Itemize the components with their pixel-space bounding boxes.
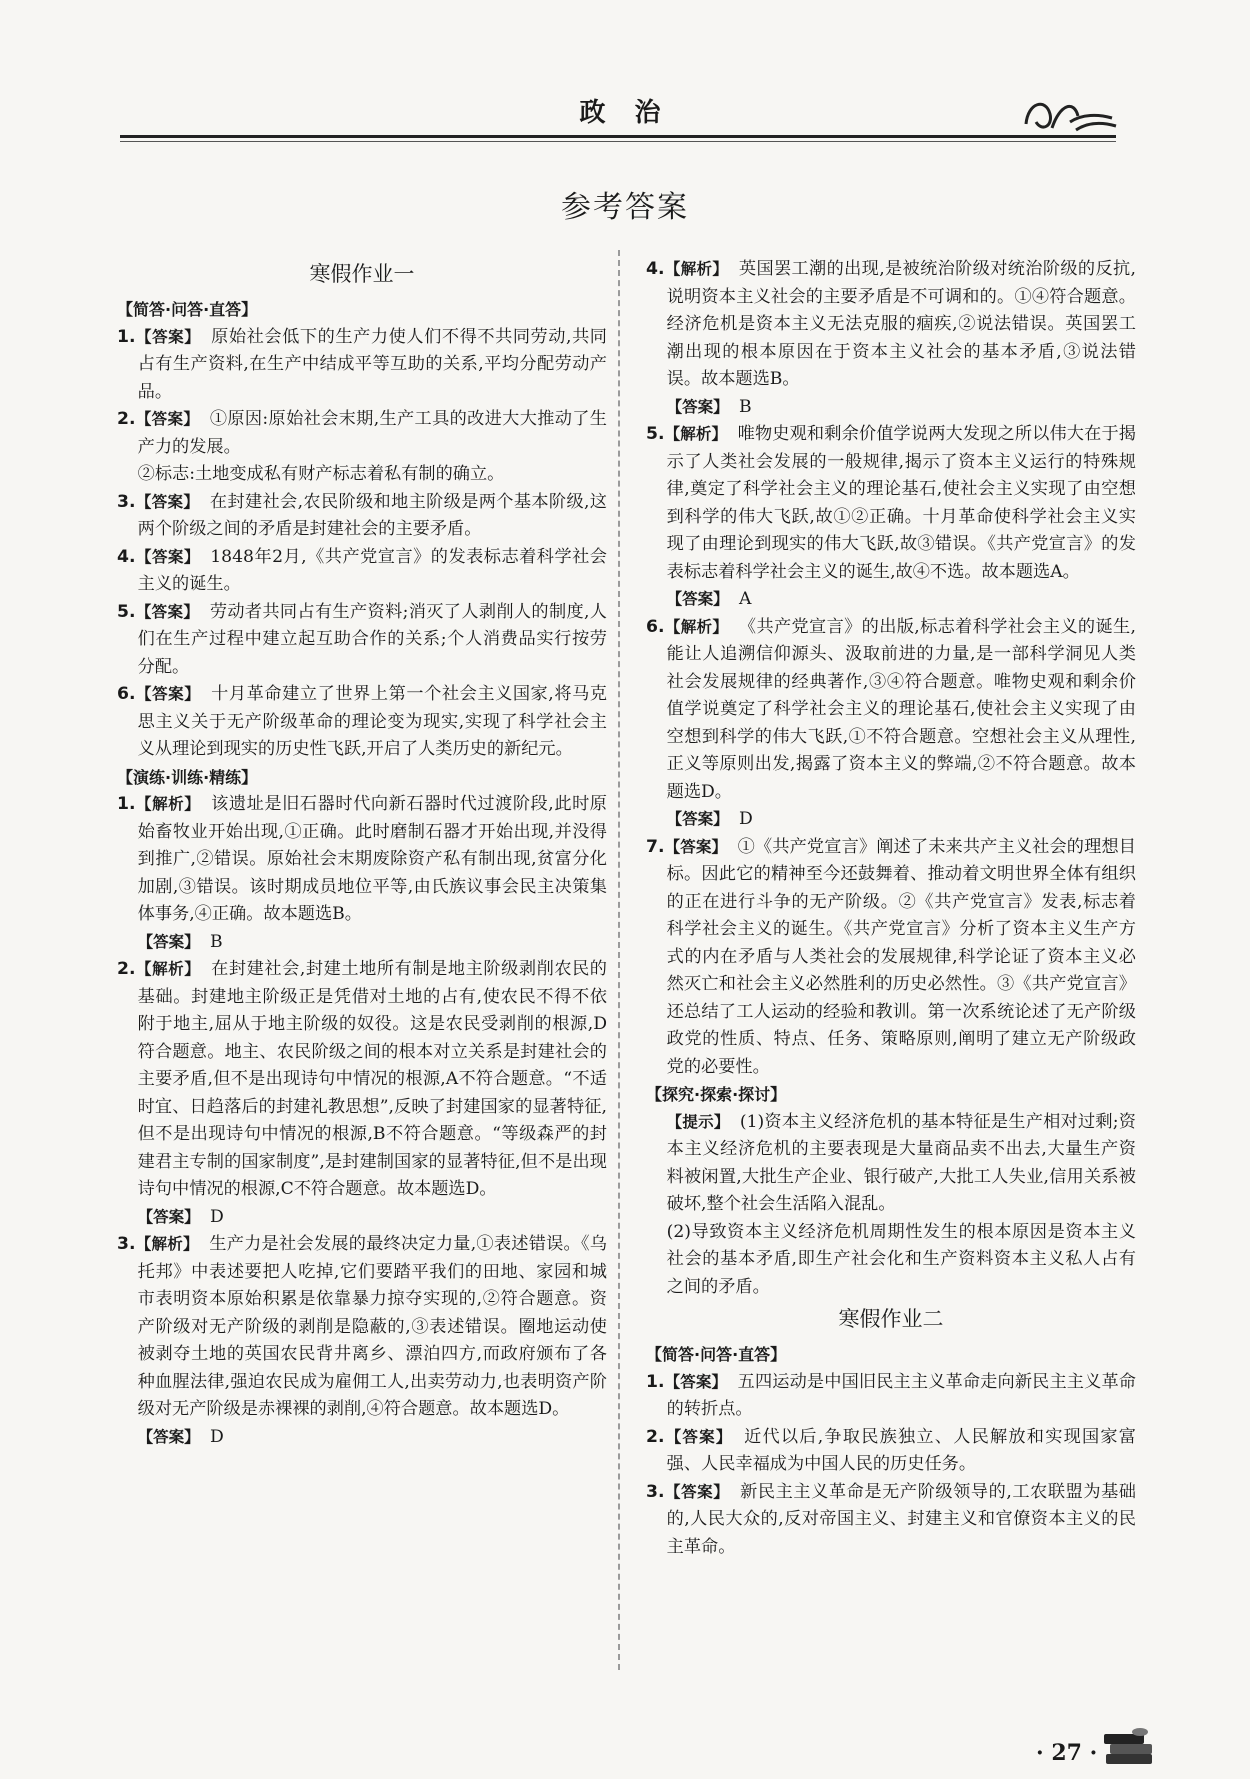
answer-paragraph: [646, 586, 1136, 614]
item-number: 1.: [117, 794, 136, 814]
answer-item: [117, 1231, 607, 1424]
item-number: 1.: [646, 1371, 665, 1392]
item-number: 2.: [117, 409, 136, 429]
item-text: ②标志:土地变成私有财产标志着私有制的确立。: [137, 464, 505, 484]
item-tag: 【解析】: [664, 425, 728, 443]
subsection-title: 【简答·问答·直答】: [646, 1345, 787, 1364]
item-text: 五四运动是中国旧民主主义革命走向新民主主义革命的转折点。: [666, 1371, 1136, 1419]
section-title: 寒假作业二: [838, 1307, 944, 1331]
item-number: 4.: [117, 546, 136, 567]
item-text: 英国罢工潮的出现,是被统治阶级对统治阶级的反抗,说明资本主义社会的主要矛盾是不可调和的。①④符合题意。经济危机是资本主义无法克服的痼疾,②说法错误。英国罢工潮出现的根本原因在于资本主义社会的基本矛盾,③说法错误。故本题选B。: [666, 259, 1136, 389]
item-tag: 【答案】: [135, 602, 200, 621]
item-text: 《共产党宣言》的出版,标志着科学社会主义的诞生,能让人追溯信仰源头、汲取前进的力量,是一部科学洞见人类社会发展规律的经典著作,③④符合题意。唯物史观和剩余价值学说奠定了科学社会主义的理论基石,使社会主义实现了由空想到科学的伟大飞跃,①不符合题意。空想社会主义从理性,正义等原则出发,揭露了资本主义的弊端,②不符合题意。故本题选D。: [666, 616, 1136, 802]
item-number: 1.: [117, 326, 136, 347]
item-number: 5.: [117, 601, 136, 622]
header-rule-thin: [120, 141, 1116, 142]
item-tag: 【答案】: [664, 1427, 733, 1446]
answer-item: [117, 324, 607, 407]
item-tag: 【提示】: [666, 1112, 730, 1131]
item-number: 3.: [117, 491, 136, 512]
item-tag: 【答案】: [666, 810, 729, 828]
subsection-title: 【探究·探索·探讨】: [646, 1085, 787, 1104]
item-tag: 【解析】: [135, 795, 201, 813]
subsection-title: 【简答·问答·直答】: [117, 300, 258, 319]
section-title: 寒假作业一: [309, 262, 415, 286]
item-text: 生产力是社会发展的最终决定力量,①表述错误。《乌托邦》中表述要把人吃掉,它们要踏平我们的田地、家园和城市表明资本原始积累是依靠暴力掠夺实现的,②符合题意。资产阶级对无产阶级的剥削是隐蔽的,③表述错误。圈地运动使被剥夺土地的英国农民背井离乡、漂泊四方,而政府颁布了各种血腥法律,强迫农民成为雇佣工人,出卖劳动力,也表明资产阶级对无产阶级是赤裸裸的剥削,④符合题意。故本题选D。: [137, 1234, 607, 1419]
item-tag: 【答案】: [666, 590, 729, 608]
item-tag: 【答案】: [137, 932, 200, 951]
answer-item: [646, 834, 1136, 1082]
item-text: ①原因:原始社会末期,生产工具的改进大大推动了生产力的发展。: [137, 409, 607, 457]
item-tag: 【答案】: [664, 837, 728, 856]
item-text: 劳动者共同占有生产资料;消灭了人剥削人的制度,人们在生产过程中建立起互助合作的关系;个人消费品实行按劳分配。: [137, 601, 607, 677]
item-text: 近代以后,争取民族独立、人民解放和实现国家富强、人民幸福成为中国人民的历史任务。: [666, 1426, 1136, 1474]
item-text: ①《共产党宣言》阐述了未来共产主义社会的理想目标。因此它的精神至今还鼓舞着、推动着文明世界全体有组织的正在进行斗争的无产阶级。②《共产党宣言》发表,标志着科学社会主义的诞生。《共产党宣言》分析了资本主义生产方式的内在矛盾与人类社会的发展规律,科学论证了资本主义必然灭亡和社会主义必然胜利的历史必然性。③《共产党宣言》还总结了工人运动的经验和教训。第一次系统论述了无产阶级政党的性质、特点、任务、策略原则,阐明了建立无产阶级政党的必要性。: [666, 836, 1136, 1077]
item-text: B: [738, 396, 752, 417]
item-text: 原始社会低下的生产力使人们不得不共同劳动,共同占有生产资料,在生产中结成平等互助的关系,平均分配劳动产品。: [137, 326, 607, 402]
answer-paragraph: [117, 1204, 607, 1232]
item-tag: 【答案】: [135, 327, 201, 346]
item-text: D: [209, 1426, 224, 1447]
right-column: [646, 256, 1136, 1561]
item-text: A: [738, 589, 752, 609]
item-number: 7.: [646, 836, 665, 857]
column-divider: [618, 250, 620, 1670]
answer-paragraph: [646, 1219, 1136, 1302]
item-number: 4.: [646, 259, 665, 279]
answer-item: [646, 421, 1136, 586]
answer-item: [117, 681, 607, 764]
answer-item: [117, 406, 607, 461]
item-tag: 【答案】: [137, 1207, 200, 1226]
answer-item: [117, 956, 607, 1204]
swirl-logo-icon: [1020, 92, 1120, 136]
left-column: [117, 256, 607, 1451]
item-number: 6.: [117, 684, 136, 704]
answer-item: [646, 614, 1136, 807]
item-tag: 【解析】: [664, 617, 729, 636]
item-text: D: [738, 809, 753, 829]
answer-paragraph: [117, 461, 607, 489]
item-tag: 【解析】: [135, 960, 201, 978]
item-text: 新民主主义革命是无产阶级领导的,工农联盟为基础的,人民大众的,反对帝国主义、封建主义和官僚资本主义的民主革命。: [666, 1481, 1136, 1557]
answer-paragraph: [117, 1424, 607, 1452]
answer-paragraph: [646, 806, 1136, 834]
item-text: D: [209, 1206, 224, 1227]
item-text: 十月革命建立了世界上第一个社会主义国家,将马克思主义关于无产阶级革命的理论变为现实,实现了科学社会主义从理论到现实的历史性飞跃,开启了人类历史的新纪元。: [137, 684, 607, 759]
answer-paragraph: [117, 929, 607, 957]
answer-item: [646, 1479, 1136, 1562]
answer-item: [646, 256, 1136, 394]
item-tag: 【答案】: [664, 1372, 728, 1391]
item-number: 3.: [117, 1234, 136, 1254]
item-text: 在封建社会,农民阶级和地主阶级是两个基本阶级,这两个阶级之间的矛盾是封建社会的主要矛盾。: [137, 491, 607, 539]
item-text: 唯物史观和剩余价值学说两大发现之所以伟大在于揭示了人类社会发展的一般规律,揭示了资本主义运行的特殊规律,奠定了科学社会主义的理论基石,使社会主义实现了由空想到科学的伟大飞跃,故①②正确。十月革命使科学社会主义实现了由理论到现实的伟大飞跃,故③错误。《共产党宣言》的发表标志着科学社会主义的诞生,故④不选。故本题选A。: [666, 424, 1136, 582]
subsection-title: 【演练·训练·精练】: [117, 767, 258, 787]
item-text: 在封建社会,封建土地所有制是地主阶级剥削农民的基础。封建地主阶级正是凭借对土地的占有,使农民不得不依附于地主,屈从于地主阶级的奴役。这是农民受剥削的根源,D符合题意。地主、农民阶级之间的根本对立关系是封建社会的主要矛盾,但不是出现诗句中情况的根源,A不符合题意。“不适时宜、日趋落后的封建礼教思想”,反映了封建国家的显著特征,但不是出现诗句中情况的根源,B不符合题意。“等级森严的封建君主专制的国家制度”,是封建制国家的显著特征,但不是出现诗句中情况的根源,C不符合题意。故本题选D。: [137, 959, 607, 1199]
subject-title: 政 治: [579, 98, 671, 128]
answer-paragraph: [646, 394, 1136, 422]
books-icon: [1100, 1726, 1160, 1770]
item-tag: 【答案】: [135, 685, 201, 703]
page-title: 参考答案: [561, 190, 689, 225]
item-text: 1848年2月,《共产党宣言》的发表标志着科学社会主义的诞生。: [137, 546, 607, 594]
answer-item: [117, 489, 607, 544]
item-text: 该遗址是旧石器时代向新石器时代过渡阶段,此时原始畜牧业开始出现,①正确。此时磨制石器才开始出现,并没得到推广,②错误。原始社会末期废除资产私有制出现,贫富分化加剧,③错误。该时期成员地位平等,由氏族议事会民主决策集体事务,④正确。故本题选B。: [137, 794, 607, 924]
answer-item: [117, 544, 607, 599]
item-number: 3.: [646, 1481, 665, 1502]
item-text: B: [209, 931, 223, 952]
item-number: 5.: [646, 424, 665, 444]
item-tag: 【解析】: [664, 260, 729, 278]
page-number: · 27 ·: [1036, 1740, 1098, 1766]
item-tag: 【答案】: [664, 1482, 730, 1501]
item-number: 6.: [646, 616, 665, 637]
answer-paragraph: [646, 1109, 1136, 1219]
item-tag: 【答案】: [135, 492, 200, 511]
item-tag: 【答案】: [135, 547, 200, 566]
answer-item: [117, 791, 607, 929]
item-tag: 【答案】: [135, 410, 200, 428]
item-text: (2)导致资本主义经济危机周期性发生的根本原因是资本主义社会的基本矛盾,即生产社会化和生产资料资本主义私人占有之间的矛盾。: [666, 1221, 1136, 1297]
answer-item: [646, 1369, 1136, 1424]
item-tag: 【解析】: [135, 1235, 199, 1253]
item-number: 2.: [117, 959, 136, 979]
answer-item: [646, 1424, 1136, 1479]
item-number: 2.: [646, 1426, 665, 1447]
item-text: (1)资本主义经济危机的基本特征是生产相对过剩;资本主义经济危机的主要表现是大量商品卖不出去,大量生产资料被闲置,大批生产企业、银行破产,大批工人失业,信用关系被破坏,整个社会生活陷入混乱。: [666, 1111, 1136, 1214]
header-rule: [120, 135, 1116, 138]
item-tag: 【答案】: [666, 397, 729, 416]
item-tag: 【答案】: [137, 1427, 200, 1446]
answer-item: [117, 599, 607, 682]
